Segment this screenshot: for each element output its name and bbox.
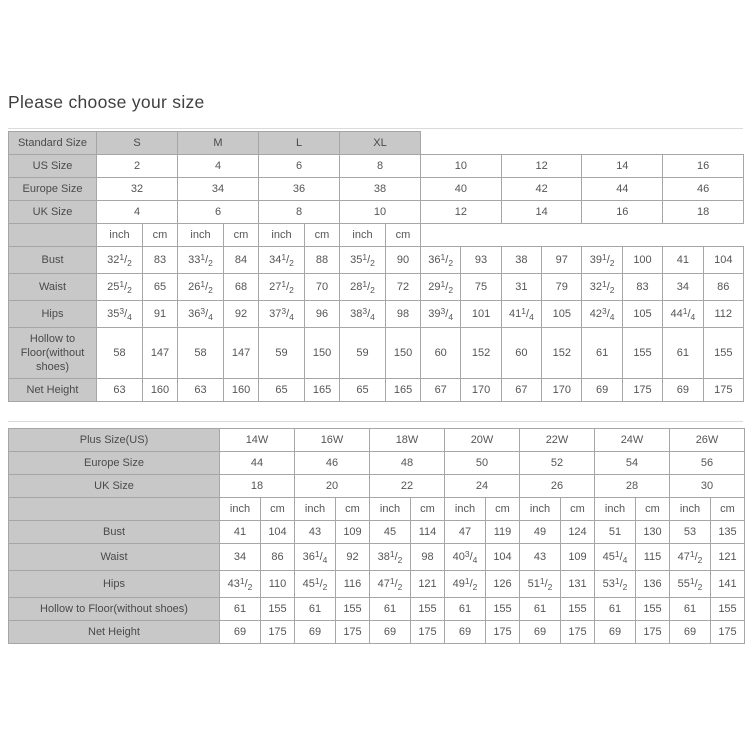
size-cell: 12 (421, 201, 502, 224)
size-cell: 16 (582, 201, 663, 224)
size-group-header: 24W (595, 429, 670, 452)
unit-header: cm (143, 224, 178, 247)
divider-line (8, 128, 743, 129)
table-row (9, 178, 744, 201)
measure-cell-inch: $55^1/_2$ (670, 571, 711, 598)
unit-header: inch (178, 224, 224, 247)
measure-cell-cm: 152 (461, 328, 501, 379)
measure-cell-inch: $25^1/_2$ (97, 274, 143, 301)
unit-header: cm (261, 498, 295, 521)
size-cell: 6 (259, 155, 340, 178)
measure-cell-inch: $36^1/_2$ (421, 247, 461, 274)
measure-cell-cm: 175 (336, 621, 370, 644)
measure-cell-inch: 67 (421, 379, 461, 402)
measure-cell-cm: 121 (411, 571, 445, 598)
table-row (9, 328, 744, 379)
size-cell: 6 (178, 201, 259, 224)
size-group-header: 22W (520, 429, 595, 452)
measure-cell-cm: 116 (336, 571, 370, 598)
measure-cell-cm: 115 (636, 544, 670, 571)
measure-cell-inch: 41 (663, 247, 703, 274)
row-label: Hollow to Floor(without shoes) (9, 328, 97, 379)
unit-header: inch (520, 498, 561, 521)
size-cell: 10 (421, 155, 502, 178)
measure-cell-inch: $27^1/_2$ (259, 274, 305, 301)
measure-cell-cm: 114 (411, 521, 445, 544)
unit-header: cm (561, 498, 595, 521)
size-cell: 18 (663, 201, 744, 224)
measure-cell-cm: 175 (486, 621, 520, 644)
measure-cell-cm: 170 (461, 379, 501, 402)
measure-cell-cm: 175 (561, 621, 595, 644)
measure-cell-inch: 59 (259, 328, 305, 379)
unit-header: inch (259, 224, 305, 247)
measure-cell-cm: 155 (636, 598, 670, 621)
unit-header: cm (486, 498, 520, 521)
measure-cell-cm: 104 (703, 247, 743, 274)
measure-cell-inch: $39^3/_4$ (421, 301, 461, 328)
size-cell: 16 (663, 155, 744, 178)
measure-cell-inch: $51^1/_2$ (520, 571, 561, 598)
measure-cell-inch: 47 (445, 521, 486, 544)
measure-cell-cm: 75 (461, 274, 501, 301)
measure-cell-inch: 67 (501, 379, 541, 402)
measure-cell-cm: 105 (542, 301, 582, 328)
measure-cell-cm: 147 (143, 328, 178, 379)
size-cell: 24 (445, 475, 520, 498)
size-group-header: 14W (220, 429, 295, 452)
row-label: Bust (9, 521, 220, 544)
measure-cell-cm: 175 (622, 379, 662, 402)
measure-cell-inch: 53 (670, 521, 711, 544)
size-cell: 22 (370, 475, 445, 498)
size-cell: 32 (97, 178, 178, 201)
measure-cell-inch: 69 (670, 621, 711, 644)
table-row (9, 621, 745, 644)
size-group-header: 16W (295, 429, 370, 452)
measure-cell-cm: 160 (143, 379, 178, 402)
measure-cell-inch: $32^1/_2$ (97, 247, 143, 274)
measure-cell-cm: 100 (622, 247, 662, 274)
measure-cell-inch: 60 (501, 328, 541, 379)
size-group-header: 26W (670, 429, 745, 452)
measure-cell-inch: 69 (663, 379, 703, 402)
row-label: Waist (9, 274, 97, 301)
table-row (9, 544, 745, 571)
measure-cell-cm: 83 (143, 247, 178, 274)
measure-cell-cm: 155 (711, 598, 745, 621)
measure-cell-inch: 61 (220, 598, 261, 621)
measure-cell-cm: 72 (386, 274, 421, 301)
measure-cell-inch: 61 (582, 328, 622, 379)
measure-cell-cm: 119 (486, 521, 520, 544)
measure-cell-cm: 98 (411, 544, 445, 571)
unit-header: inch (445, 498, 486, 521)
measure-cell-inch: $41^1/_4$ (501, 301, 541, 328)
measure-cell-inch: $38^1/_2$ (370, 544, 411, 571)
measure-cell-inch: $47^1/_2$ (370, 571, 411, 598)
table-row (9, 452, 745, 475)
standard-size-table (8, 131, 744, 402)
measure-cell-inch: $43^1/_2$ (220, 571, 261, 598)
measure-cell-inch: $44^1/_4$ (663, 301, 703, 328)
measure-cell-inch: 34 (220, 544, 261, 571)
measure-cell-cm: 165 (305, 379, 340, 402)
measure-cell-inch: 65 (259, 379, 305, 402)
table-row (9, 155, 744, 178)
measure-cell-cm: 97 (542, 247, 582, 274)
measure-cell-inch: $36^3/_4$ (178, 301, 224, 328)
measure-cell-inch: 61 (295, 598, 336, 621)
measure-cell-inch: $33^1/_2$ (178, 247, 224, 274)
size-group-header: M (178, 132, 259, 155)
measure-cell-inch: 69 (595, 621, 636, 644)
measure-cell-cm: 170 (542, 379, 582, 402)
unit-header: inch (670, 498, 711, 521)
measure-cell-cm: 175 (261, 621, 295, 644)
measure-cell-cm: 131 (561, 571, 595, 598)
measure-cell-cm: 155 (703, 328, 743, 379)
size-cell: 56 (670, 452, 745, 475)
measure-cell-cm: 155 (486, 598, 520, 621)
measure-cell-inch: $35^3/_4$ (97, 301, 143, 328)
measure-cell-cm: 150 (386, 328, 421, 379)
unit-header-row (9, 224, 744, 247)
row-label: Hips (9, 301, 97, 328)
measure-cell-cm: 147 (224, 328, 259, 379)
unit-header: cm (305, 224, 340, 247)
measure-cell-cm: 130 (636, 521, 670, 544)
unit-header: inch (340, 224, 386, 247)
size-cell: 44 (582, 178, 663, 201)
size-cell: 52 (520, 452, 595, 475)
page-title: Please choose your size (8, 92, 205, 112)
measure-cell-inch: 58 (97, 328, 143, 379)
measure-cell-inch: $28^1/_2$ (340, 274, 386, 301)
measure-cell-inch: 31 (501, 274, 541, 301)
measure-cell-cm: 160 (224, 379, 259, 402)
row-label: Europe Size (9, 178, 97, 201)
corner-cell (9, 498, 220, 521)
size-cell: 18 (220, 475, 295, 498)
size-cell: 8 (340, 155, 421, 178)
size-cell: 42 (501, 178, 582, 201)
measure-cell-inch: 61 (595, 598, 636, 621)
measure-cell-cm: 101 (461, 301, 501, 328)
measure-cell-inch: $47^1/_2$ (670, 544, 711, 571)
measure-cell-inch: 69 (520, 621, 561, 644)
measure-cell-cm: 86 (703, 274, 743, 301)
measure-cell-cm: 155 (411, 598, 445, 621)
measure-cell-cm: 155 (261, 598, 295, 621)
corner-cell: Standard Size (9, 132, 97, 155)
measure-cell-inch: 65 (340, 379, 386, 402)
size-cell: 20 (295, 475, 370, 498)
measure-cell-inch: 41 (220, 521, 261, 544)
measure-cell-inch: 69 (220, 621, 261, 644)
row-label: Net Height (9, 379, 97, 402)
table-row (9, 301, 744, 328)
measure-cell-cm: 84 (224, 247, 259, 274)
measure-cell-inch: 58 (178, 328, 224, 379)
measure-cell-inch: 69 (370, 621, 411, 644)
measure-cell-cm: 155 (336, 598, 370, 621)
measure-cell-cm: 112 (703, 301, 743, 328)
measure-cell-inch: 45 (370, 521, 411, 544)
table-row (9, 521, 745, 544)
measure-cell-cm: 70 (305, 274, 340, 301)
measure-cell-cm: 92 (336, 544, 370, 571)
size-cell: 4 (97, 201, 178, 224)
size-cell: 26 (520, 475, 595, 498)
measure-cell-inch: 69 (582, 379, 622, 402)
measure-cell-cm: 121 (711, 544, 745, 571)
measure-cell-inch: 63 (97, 379, 143, 402)
measure-cell-cm: 150 (305, 328, 340, 379)
unit-header: inch (370, 498, 411, 521)
size-cell: 50 (445, 452, 520, 475)
measure-cell-inch: $29^1/_2$ (421, 274, 461, 301)
unit-header: cm (411, 498, 445, 521)
size-group-header: L (259, 132, 340, 155)
measure-cell-cm: 91 (143, 301, 178, 328)
measure-cell-inch: $37^3/_4$ (259, 301, 305, 328)
measure-cell-cm: 136 (636, 571, 670, 598)
table-row (9, 571, 745, 598)
size-cell: 12 (501, 155, 582, 178)
measure-cell-inch: $40^3/_4$ (445, 544, 486, 571)
row-label: Net Height (9, 621, 220, 644)
size-cell: 14 (501, 201, 582, 224)
size-cell: 48 (370, 452, 445, 475)
size-group-row (9, 132, 744, 155)
measure-cell-cm: 90 (386, 247, 421, 274)
size-cell: 38 (340, 178, 421, 201)
row-label: Europe Size (9, 452, 220, 475)
size-group-header: S (97, 132, 178, 155)
measure-cell-inch: 60 (421, 328, 461, 379)
size-cell: 4 (178, 155, 259, 178)
size-cell: 28 (595, 475, 670, 498)
size-cell: 44 (220, 452, 295, 475)
measure-cell-inch: 69 (445, 621, 486, 644)
measure-cell-inch: 61 (670, 598, 711, 621)
measure-cell-inch: 61 (663, 328, 703, 379)
unit-header: cm (711, 498, 745, 521)
corner-cell (9, 224, 97, 247)
unit-header: inch (295, 498, 336, 521)
measure-cell-inch: $42^3/_4$ (582, 301, 622, 328)
measure-cell-inch: $53^1/_2$ (595, 571, 636, 598)
measure-cell-inch: $45^1/_2$ (295, 571, 336, 598)
measure-cell-cm: 155 (561, 598, 595, 621)
size-group-header: 18W (370, 429, 445, 452)
unit-header: inch (97, 224, 143, 247)
size-cell: 46 (663, 178, 744, 201)
unit-header: inch (220, 498, 261, 521)
table-row (9, 475, 745, 498)
measure-cell-inch: 51 (595, 521, 636, 544)
measure-cell-cm: 124 (561, 521, 595, 544)
measure-cell-cm: 86 (261, 544, 295, 571)
measure-cell-inch: 61 (445, 598, 486, 621)
unit-header: cm (336, 498, 370, 521)
measure-cell-cm: 141 (711, 571, 745, 598)
unit-header: inch (595, 498, 636, 521)
measure-cell-inch: $26^1/_2$ (178, 274, 224, 301)
size-cell: 30 (670, 475, 745, 498)
measure-cell-inch: 34 (663, 274, 703, 301)
table-row (9, 379, 744, 402)
measure-cell-inch: $49^1/_2$ (445, 571, 486, 598)
row-label: UK Size (9, 475, 220, 498)
size-cell: 54 (595, 452, 670, 475)
divider-line (8, 421, 743, 422)
measure-cell-inch: 61 (520, 598, 561, 621)
measure-cell-cm: 96 (305, 301, 340, 328)
corner-cell: Plus Size(US) (9, 429, 220, 452)
row-label: Hollow to Floor(without shoes) (9, 598, 220, 621)
unit-header-row (9, 498, 745, 521)
measure-cell-inch: $36^1/_4$ (295, 544, 336, 571)
measure-cell-cm: 175 (411, 621, 445, 644)
measure-cell-cm: 98 (386, 301, 421, 328)
measure-cell-inch: 38 (501, 247, 541, 274)
unit-header: cm (386, 224, 421, 247)
size-cell: 34 (178, 178, 259, 201)
size-cell: 2 (97, 155, 178, 178)
table-row (9, 247, 744, 274)
measure-cell-cm: 88 (305, 247, 340, 274)
measure-cell-cm: 104 (486, 544, 520, 571)
measure-cell-cm: 105 (622, 301, 662, 328)
size-group-header: XL (340, 132, 421, 155)
row-label: Bust (9, 247, 97, 274)
table-row (9, 201, 744, 224)
measure-cell-inch: 43 (295, 521, 336, 544)
size-group-row (9, 429, 745, 452)
measure-cell-inch: $39^1/_2$ (582, 247, 622, 274)
measure-cell-inch: 49 (520, 521, 561, 544)
measure-cell-inch: $35^1/_2$ (340, 247, 386, 274)
measure-cell-inch: $45^1/_4$ (595, 544, 636, 571)
measure-cell-cm: 175 (711, 621, 745, 644)
measure-cell-cm: 155 (622, 328, 662, 379)
row-label: Hips (9, 571, 220, 598)
measure-cell-inch: $32^1/_2$ (582, 274, 622, 301)
row-label: US Size (9, 155, 97, 178)
measure-cell-cm: 135 (711, 521, 745, 544)
table-row (9, 274, 744, 301)
measure-cell-cm: 126 (486, 571, 520, 598)
measure-cell-inch: $38^3/_4$ (340, 301, 386, 328)
measure-cell-cm: 93 (461, 247, 501, 274)
measure-cell-cm: 175 (636, 621, 670, 644)
size-group-header: 20W (445, 429, 520, 452)
measure-cell-cm: 110 (261, 571, 295, 598)
measure-cell-cm: 152 (542, 328, 582, 379)
unit-header: cm (224, 224, 259, 247)
size-cell: 36 (259, 178, 340, 201)
measure-cell-cm: 68 (224, 274, 259, 301)
measure-cell-cm: 65 (143, 274, 178, 301)
measure-cell-cm: 104 (261, 521, 295, 544)
size-cell: 8 (259, 201, 340, 224)
measure-cell-inch: 43 (520, 544, 561, 571)
measure-cell-cm: 83 (622, 274, 662, 301)
unit-header: cm (636, 498, 670, 521)
measure-cell-inch: 63 (178, 379, 224, 402)
measure-cell-cm: 109 (336, 521, 370, 544)
measure-cell-cm: 79 (542, 274, 582, 301)
size-cell: 46 (295, 452, 370, 475)
size-cell: 14 (582, 155, 663, 178)
measure-cell-cm: 109 (561, 544, 595, 571)
measure-cell-cm: 92 (224, 301, 259, 328)
size-cell: 10 (340, 201, 421, 224)
measure-cell-inch: 59 (340, 328, 386, 379)
measure-cell-inch: 69 (295, 621, 336, 644)
measure-cell-inch: 61 (370, 598, 411, 621)
measure-cell-cm: 175 (703, 379, 743, 402)
measure-cell-inch: $34^1/_2$ (259, 247, 305, 274)
size-cell: 40 (421, 178, 502, 201)
row-label: Waist (9, 544, 220, 571)
measure-cell-cm: 165 (386, 379, 421, 402)
row-label: UK Size (9, 201, 97, 224)
plus-size-table (8, 428, 745, 644)
table-row (9, 598, 745, 621)
